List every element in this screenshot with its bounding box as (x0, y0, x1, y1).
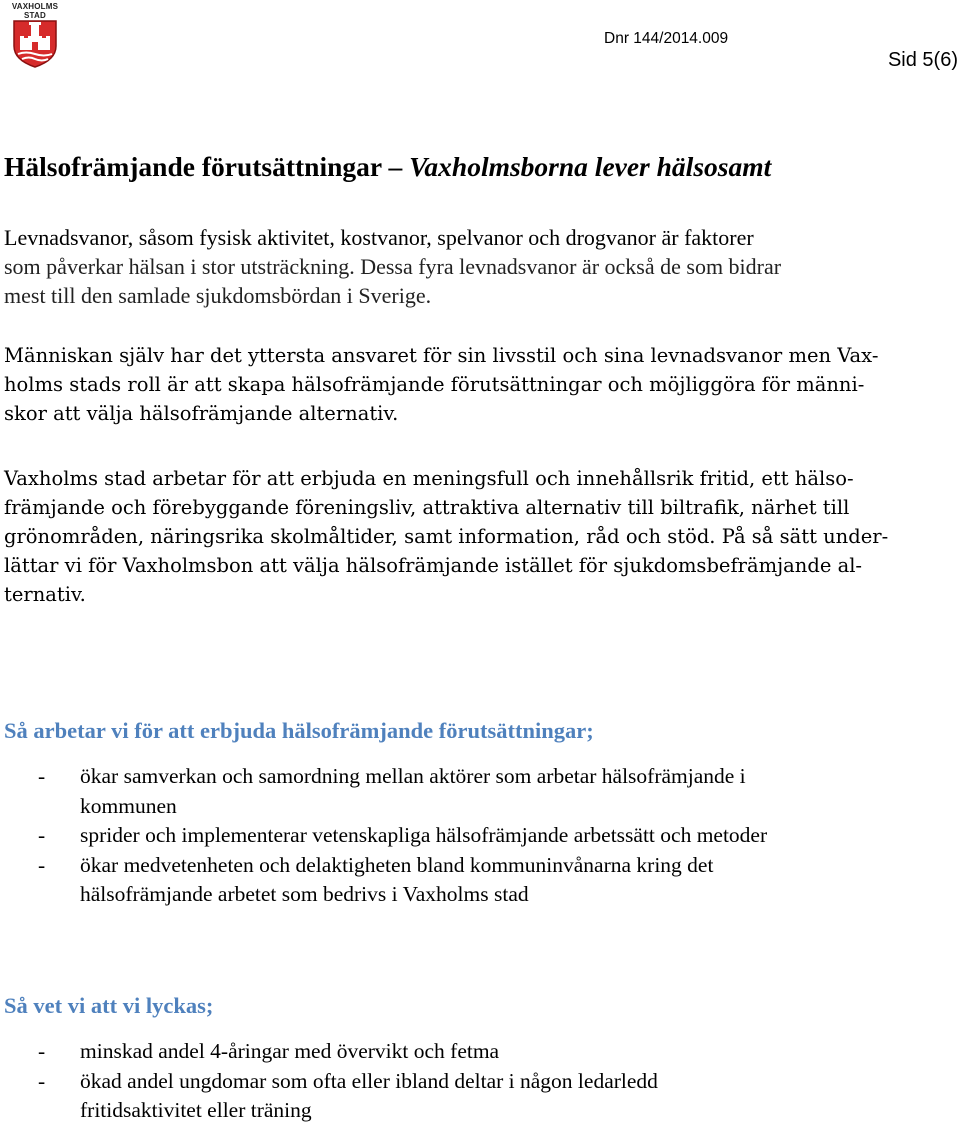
list-item-line: sprider och implementerar vetenskapliga hälsofrämjande arbetssätt och metoder (80, 823, 768, 847)
page-title (4, 151, 771, 183)
list-item (0, 821, 950, 851)
vaxholms-stad-logo (6, 2, 64, 68)
list-dash: - (38, 764, 46, 788)
list-item-line: hälsofrämjande arbetet som bedrivs i Vaxholms stad (80, 882, 529, 906)
section-heading-success: Så vet vi att vi lyckas; (4, 993, 214, 1018)
list-dash: - (38, 1068, 46, 1093)
list-dash: - (38, 852, 46, 877)
list-item-line: fritidsaktivitet eller träning (80, 1098, 312, 1122)
list-item (0, 851, 950, 910)
list-item-line: ökar samverkan och samordning mellan aktörer som arbetar hälsofrämjande i (80, 764, 746, 788)
responsibility-paragraph (4, 341, 954, 428)
paragraph-line: skor att välja hälsofrämjande alternativ. (4, 402, 399, 425)
paragraph-line: holms stads roll är att skapa hälsofrämjande förutsättningar och möjliggöra för männi- (4, 373, 865, 396)
list-item-line: kommunen (80, 793, 177, 818)
list-item-line: ökad andel ungdomar som ofta eller ibland deltar i någon ledarledd (80, 1068, 658, 1093)
page-number: Sid 5(6) (887, 49, 958, 71)
title-italic: Vaxholmsborna lever hälsosamt (409, 151, 772, 182)
intro-paragraph (4, 223, 954, 310)
list-item (0, 1037, 950, 1067)
list-item (0, 762, 950, 821)
logo-text: VAXHOLMS STAD (11, 2, 59, 20)
paragraph-line: lättar vi för Vaxholmsbon att välja hälsofrämjande istället för sjukdomsbefrämjande al- (4, 554, 863, 577)
coat-of-arms-icon (6, 2, 64, 68)
list-item (0, 1067, 950, 1126)
how-we-work-list (0, 762, 950, 910)
paragraph-line: ternativ. (4, 583, 86, 606)
list-dash: - (38, 1039, 46, 1063)
list-item-line: minskad andel 4-åringar med övervikt och fetma (80, 1039, 500, 1063)
list-dash: - (38, 823, 46, 847)
paragraph-line: som påverkar hälsan i stor utsträckning. Dessa fyra levnadsvanor är också de som bidrar (4, 254, 782, 279)
document-number: Dnr 144/2014.009 (604, 30, 729, 47)
paragraph-line: Vaxholms stad arbetar för att erbjuda en meningsfull och innehållsrik fritid, ett hälso- (4, 467, 854, 490)
paragraph-line: grönområden, näringsrika skolmåltider, samt information, råd och stöd. På så sätt under- (4, 525, 889, 548)
success-indicators-list (0, 1037, 950, 1126)
paragraph-line: Levnadsvanor, såsom fysisk aktivitet, kostvanor, spelvanor och drogvanor är faktorer (4, 225, 754, 250)
municipality-work-paragraph (4, 464, 954, 609)
title-main: Hälsofrämjande förutsättningar – (4, 151, 403, 182)
paragraph-line: Människan själv har det yttersta ansvaret för sin livsstil och sina levnadsvanor men Vax- (4, 344, 879, 367)
list-item-line: ökar medvetenheten och delaktigheten bland kommuninvånarna kring det (80, 852, 714, 877)
paragraph-line: främjande och förebyggande föreningsliv, attraktiva alternativ till biltrafik, närhet till (4, 496, 850, 519)
section-heading-how-we-work: Så arbetar vi för att erbjuda hälsofrämjande förutsättningar; (4, 718, 594, 743)
paragraph-line: mest till den samlade sjukdomsbördan i Sverige. (4, 283, 432, 308)
